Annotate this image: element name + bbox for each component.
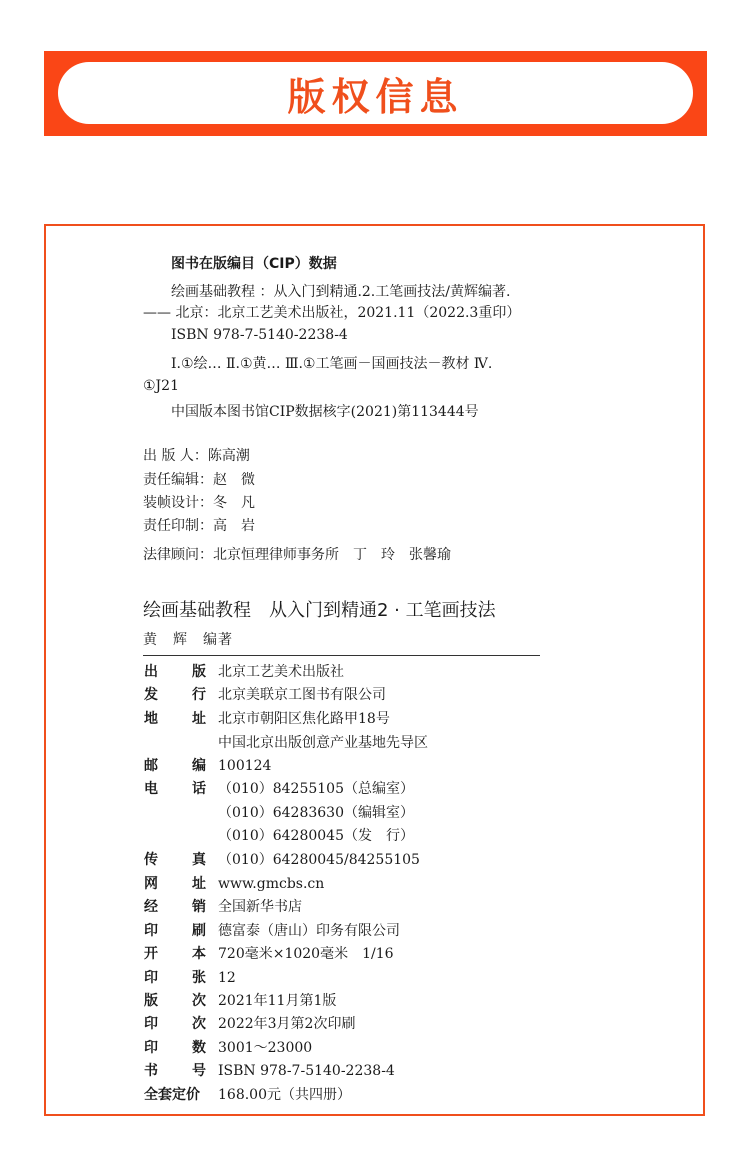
detail-label (144, 711, 206, 727)
title-pill (58, 62, 693, 124)
detail-label-char: 印 (144, 1016, 158, 1032)
detail-label (144, 758, 206, 774)
detail-label (144, 946, 206, 962)
detail-label-char: 张 (192, 970, 206, 986)
detail-label (144, 1087, 206, 1103)
staff-label: 法律顾问： (143, 547, 213, 563)
detail-value: 3001～23000 (218, 1040, 313, 1056)
detail-label-char: 开 (144, 946, 158, 962)
staff-editor (143, 472, 255, 488)
detail-label (144, 993, 206, 1009)
staff-label: 责任印制： (143, 518, 213, 534)
book-author: 黄 辉 编著 (143, 632, 233, 648)
detail-value: 2021年11月第1版 (218, 993, 337, 1009)
detail-value: 德富泰（唐山）印务有限公司 (218, 923, 400, 939)
detail-label (144, 923, 206, 939)
cip-line-4: Ⅰ.①绘… Ⅱ.①黄… Ⅲ.①工笔画－国画技法－教材 Ⅳ. (171, 356, 493, 372)
detail-label (144, 876, 206, 892)
detail-value: 100124 (218, 758, 272, 774)
detail-label-char: 销 (192, 899, 206, 915)
detail-label-char: 编 (192, 758, 206, 774)
detail-label-char: 本 (192, 946, 206, 962)
detail-value: （010）84255105（总编室） (218, 781, 414, 797)
staff-publisher (143, 448, 250, 464)
detail-label-char: 邮 (144, 758, 158, 774)
detail-label (144, 970, 206, 986)
cip-line-1: 绘画基础教程 ：从入门到精通.2.工笔画技法/黄辉编著. (171, 284, 511, 300)
staff-value: 赵 微 (213, 472, 255, 488)
page-title: 版权信息 (287, 73, 464, 119)
detail-label-char: 电 (144, 781, 158, 797)
detail-label-char: 网 (144, 876, 158, 892)
staff-label: 责任编辑： (143, 472, 213, 488)
detail-label-char: 全套定价 (144, 1087, 200, 1103)
detail-label-char: 经 (144, 899, 158, 915)
detail-label-char: 版 (144, 993, 158, 1009)
detail-value: 全国新华书店 (218, 899, 302, 915)
staff-value: 冬 凡 (213, 495, 255, 511)
detail-label-char: 出 (144, 664, 158, 680)
detail-label (144, 687, 206, 703)
divider (143, 655, 540, 656)
staff-value: 高 岩 (213, 518, 255, 534)
detail-label-char: 发 (144, 687, 158, 703)
detail-value: （010）64280045/84255105 (218, 852, 420, 868)
detail-value: 中国北京出版创意产业基地先导区 (218, 735, 428, 751)
detail-label (144, 1016, 206, 1032)
detail-label-char: 印 (144, 970, 158, 986)
detail-value: www.gmcbs.cn (218, 876, 325, 892)
detail-value: 北京美联京工图书有限公司 (218, 687, 386, 703)
detail-label (144, 899, 206, 915)
detail-value: （010）64283630（编辑室） (218, 805, 414, 821)
cip-line-2: —— 北京：北京工艺美术出版社，2021.11（2022.3重印） (143, 305, 521, 321)
detail-value: 168.00元（共四册） (218, 1087, 351, 1103)
detail-value: 北京工艺美术出版社 (218, 664, 344, 680)
detail-label-char: 版 (192, 664, 206, 680)
detail-label-char: 次 (192, 993, 206, 1009)
detail-label (144, 1040, 206, 1056)
detail-label-char: 行 (192, 687, 206, 703)
detail-label-char: 址 (192, 876, 206, 892)
detail-label (144, 852, 206, 868)
detail-label-char: 印 (144, 1040, 158, 1056)
detail-label-char: 地 (144, 711, 158, 727)
detail-value: 2022年3月第2次印刷 (218, 1016, 356, 1032)
detail-value: ISBN 978-7-5140-2238-4 (218, 1063, 395, 1079)
detail-label-char: 真 (192, 852, 206, 868)
cip-line-3: ISBN 978-7-5140-2238-4 (171, 327, 348, 343)
detail-label (144, 781, 206, 797)
detail-value: 12 (218, 970, 236, 986)
detail-label-char: 次 (192, 1016, 206, 1032)
detail-value: 北京市朝阳区焦化路甲18号 (218, 711, 390, 727)
staff-label: 出 版 人： (143, 448, 208, 464)
book-title: 绘画基础教程 从入门到精通2 · 工笔画技法 (143, 600, 496, 621)
detail-label-char: 址 (192, 711, 206, 727)
detail-label (144, 664, 206, 680)
cip-line-6: 中国版本图书馆CIP数据核字(2021)第113444号 (171, 404, 479, 420)
detail-label-char: 话 (192, 781, 206, 797)
staff-legal (143, 547, 451, 563)
staff-value: 陈高潮 (207, 448, 250, 464)
cip-line-5: ①J21 (143, 378, 179, 394)
staff-printing (143, 518, 255, 534)
detail-label-char: 书 (144, 1063, 158, 1079)
detail-label-char: 数 (192, 1040, 206, 1056)
detail-value: （010）64280045（发 行） (218, 828, 414, 844)
detail-label (144, 1063, 206, 1079)
staff-value: 北京恒理律师事务所 丁 玲 张馨瑜 (213, 547, 451, 563)
detail-label-char: 传 (144, 852, 158, 868)
staff-label: 装帧设计： (143, 495, 213, 511)
staff-designer (143, 495, 255, 511)
cip-heading: 图书在版编目（CIP）数据 (171, 256, 337, 272)
title-banner (44, 51, 707, 136)
detail-value: 720毫米×1020毫米 1/16 (218, 946, 394, 962)
detail-label-char: 印 (144, 923, 158, 939)
detail-label-char: 号 (192, 1063, 206, 1079)
detail-label-char: 刷 (192, 923, 206, 939)
